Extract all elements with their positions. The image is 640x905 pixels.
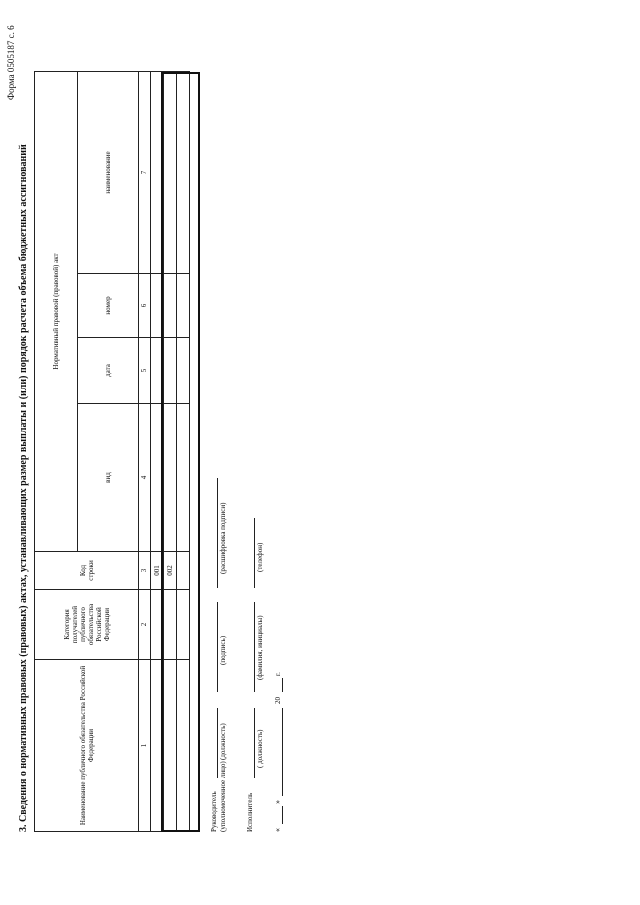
- date-day-line[interactable]: [282, 806, 283, 824]
- cell-number[interactable]: [177, 274, 190, 338]
- executor-name-caption: (фамилия, инициалы): [256, 615, 264, 680]
- table-row: [151, 72, 164, 832]
- section-title: 3. Сведения о нормативных правовых (правовых) актах, устанавливающих размер выплаты и (или) порядок расчета объема бюджетных ассигнований: [18, 144, 29, 832]
- executor-phone-caption: (телефон): [256, 542, 264, 572]
- head-sub-label: (уполномоченное лицо): [219, 761, 227, 832]
- cell-date[interactable]: [177, 338, 190, 404]
- cell-category[interactable]: [151, 590, 164, 660]
- form-id: Форма 0505187 с. 6: [6, 25, 16, 100]
- col-number-cell: 1: [139, 660, 151, 832]
- acts-table: [34, 71, 190, 832]
- header-category: Категория получателей публичного обязательства Российской Федерации: [35, 590, 139, 660]
- date-quote-close: »: [273, 800, 282, 804]
- executor-position-caption: ( должность): [256, 729, 264, 768]
- cell-code: 001: [151, 552, 164, 590]
- header-title: наименование: [78, 72, 139, 274]
- cell-type[interactable]: [151, 404, 164, 552]
- cell-number[interactable]: [151, 274, 164, 338]
- col-number-cell: 2: [139, 590, 151, 660]
- date-month-line[interactable]: [282, 708, 283, 796]
- header-type: вид: [78, 404, 139, 552]
- executor-phone-line[interactable]: [254, 518, 255, 588]
- cell-date[interactable]: [164, 338, 177, 404]
- executor-name-line[interactable]: [254, 602, 255, 692]
- header-name: Наименование публичного обязательства Российской Федерации: [35, 660, 139, 832]
- cell-name[interactable]: [164, 660, 177, 832]
- cell-title[interactable]: [177, 72, 190, 274]
- col-number-cell: 5: [139, 338, 151, 404]
- executor-position-line[interactable]: [254, 708, 255, 778]
- cell-name[interactable]: [177, 660, 190, 832]
- column-numbers-row: [139, 72, 151, 832]
- cell-name[interactable]: [151, 660, 164, 832]
- head-decoded-line[interactable]: [217, 478, 218, 588]
- cell-date[interactable]: [151, 338, 164, 404]
- cell-type[interactable]: [164, 404, 177, 552]
- table-row: [177, 72, 190, 832]
- head-signature-line[interactable]: [217, 602, 218, 692]
- cell-category[interactable]: [177, 590, 190, 660]
- date-year-line[interactable]: [282, 678, 283, 692]
- col-number-cell: 6: [139, 274, 151, 338]
- cell-type[interactable]: [177, 404, 190, 552]
- table-row: [164, 72, 177, 832]
- cell-number[interactable]: [164, 274, 177, 338]
- header-date: дата: [78, 338, 139, 404]
- cell-title[interactable]: [164, 72, 177, 274]
- head-signature-caption: (подпись): [219, 635, 227, 665]
- cell-category[interactable]: [164, 590, 177, 660]
- executor-label: Исполнитель: [246, 792, 254, 832]
- date-year-suffix: г.: [274, 672, 282, 676]
- rotated-form-page: [0, 20, 638, 860]
- header-act-group: Нормативный правовой (правовой) акт: [35, 72, 78, 552]
- cell-code: [177, 552, 190, 590]
- col-number-cell: 4: [139, 404, 151, 552]
- date-year-prefix: 20: [274, 697, 282, 704]
- col-number-cell: 7: [139, 72, 151, 274]
- head-position-line[interactable]: [217, 708, 218, 778]
- col-number-cell: 3: [139, 552, 151, 590]
- head-label: Руководитель: [210, 791, 218, 832]
- head-position-caption: (должность): [219, 723, 227, 760]
- date-quote-open: «: [273, 828, 282, 832]
- header-code: Код строки: [35, 552, 139, 590]
- cell-code: 002: [164, 552, 177, 590]
- header-number: номер: [78, 274, 139, 338]
- head-decoded-caption: (расшифровка подписи): [219, 502, 227, 574]
- cell-title[interactable]: [151, 72, 164, 274]
